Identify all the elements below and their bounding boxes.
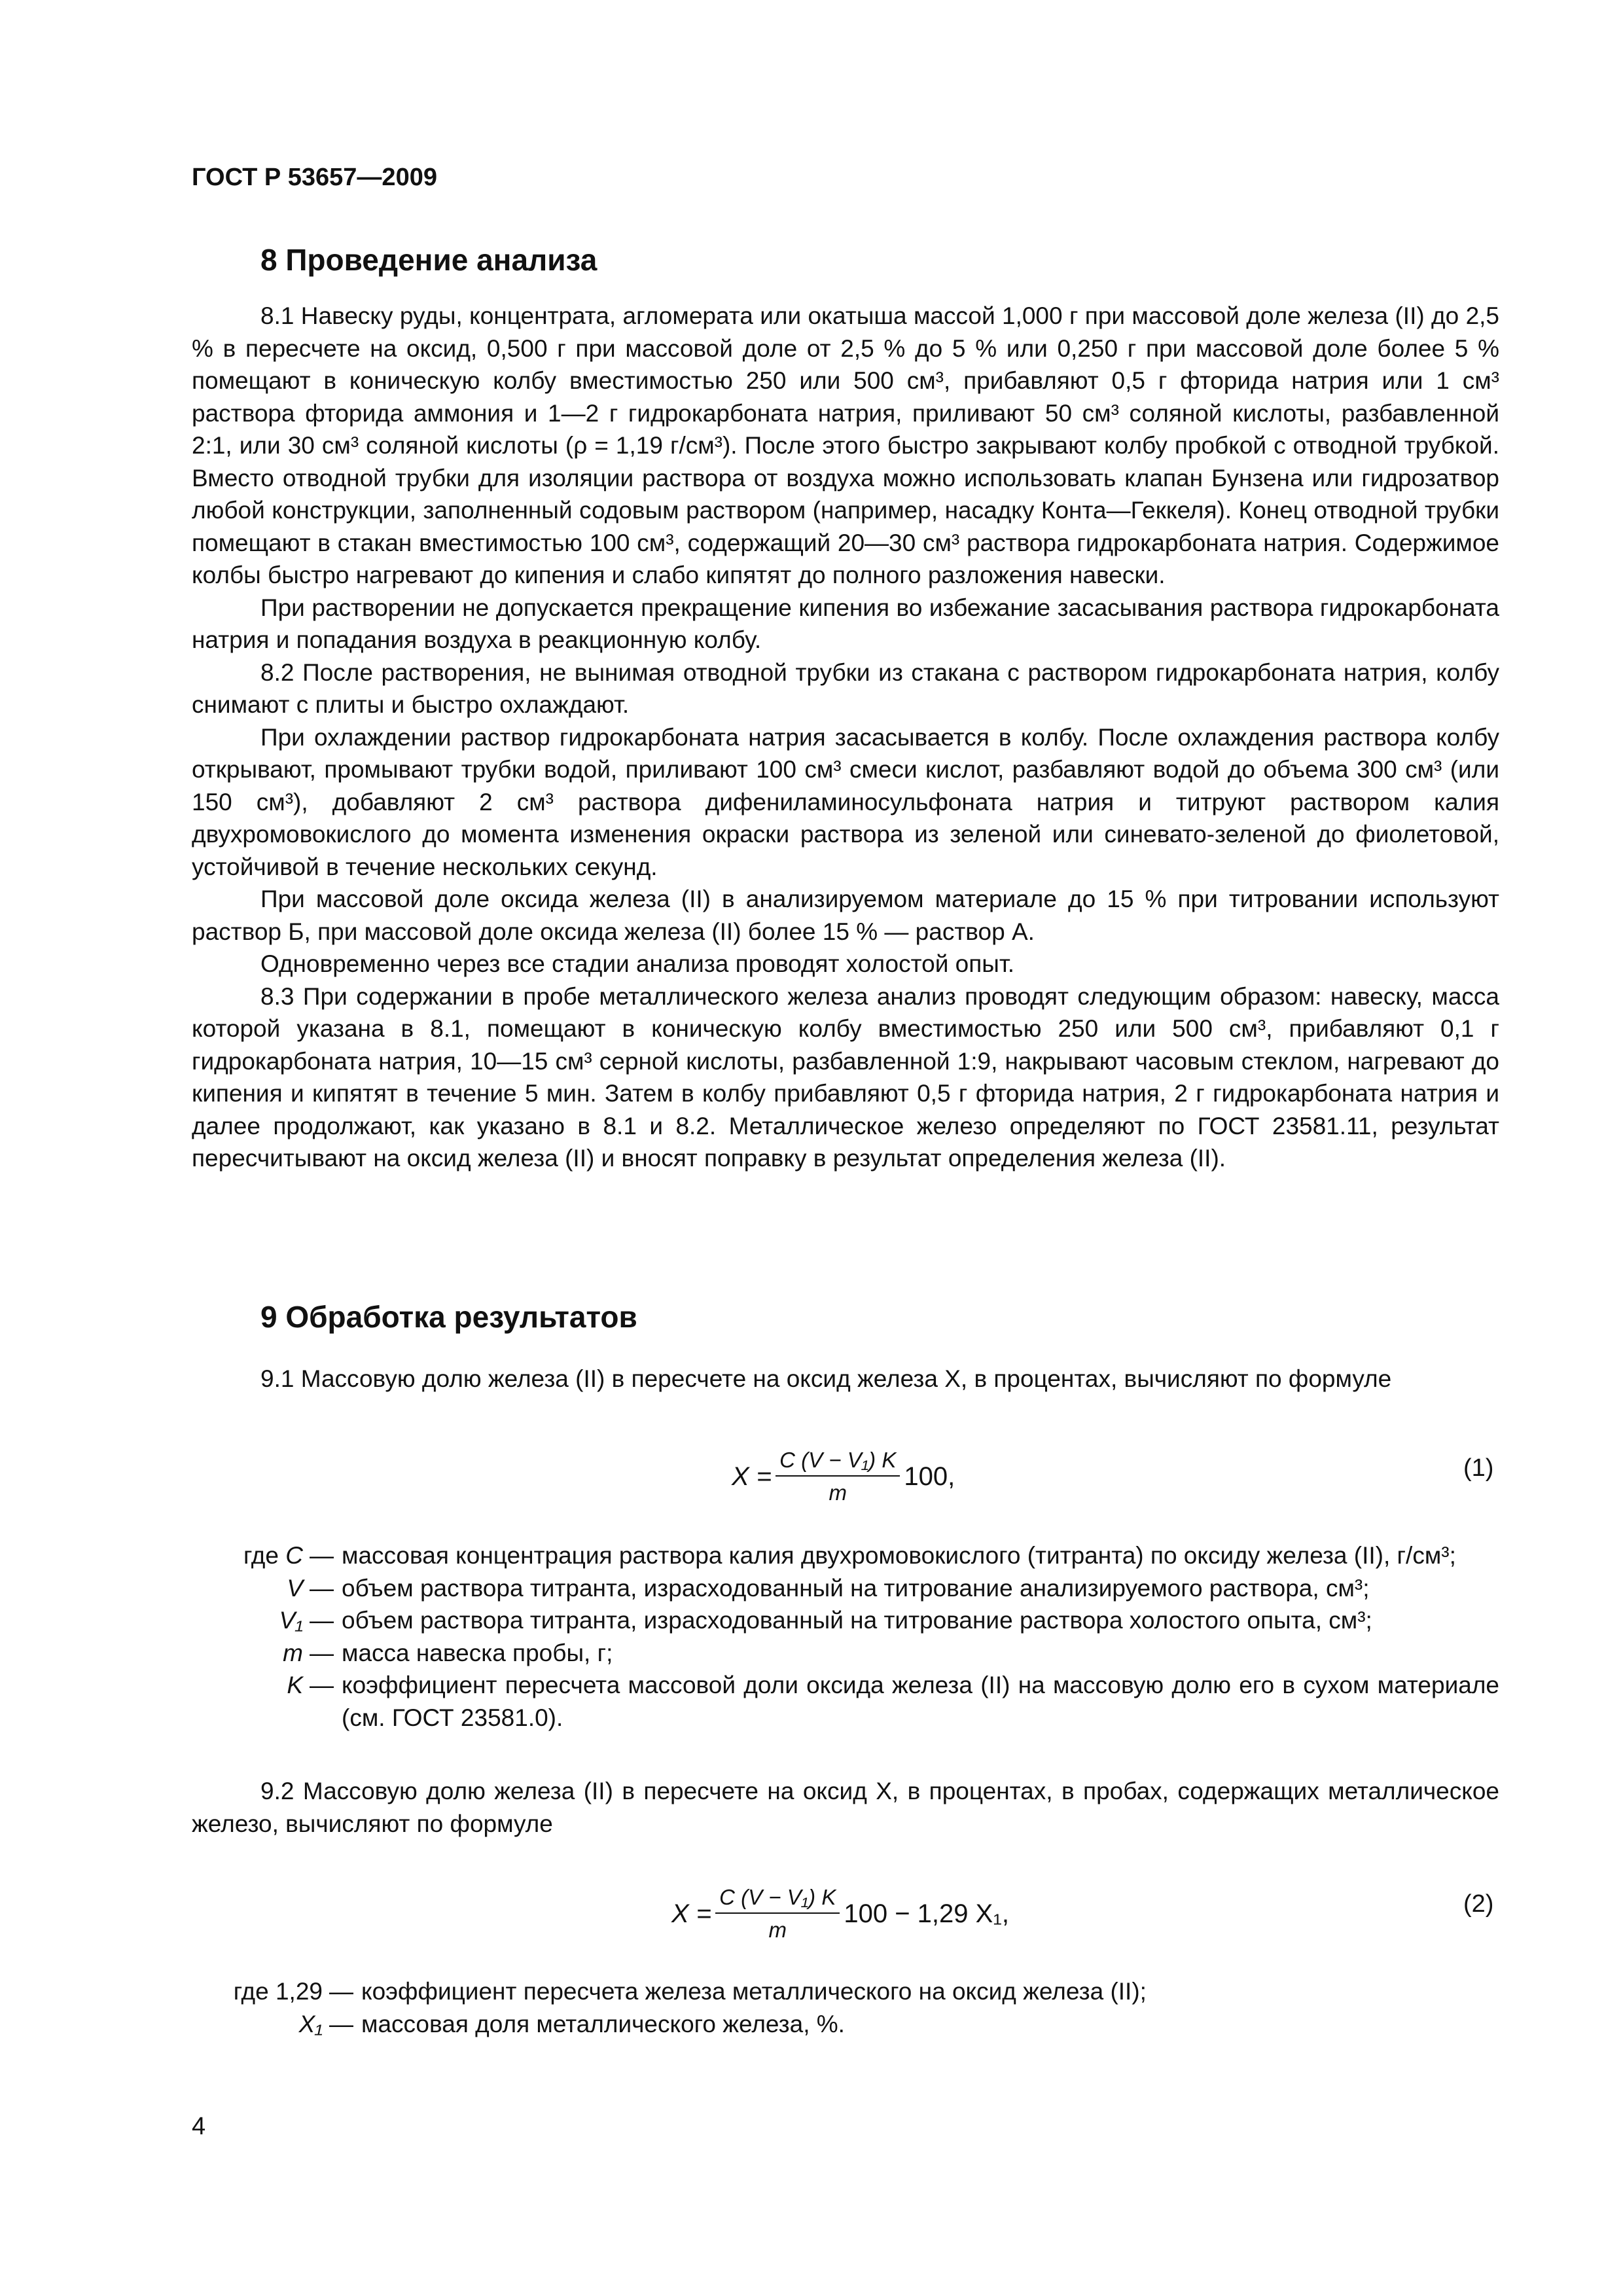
definition-text: массовая доля металлического железа, %. (361, 2010, 845, 2037)
paragraph-9-1-text: 9.1 Массовую долю железа (II) в пересчете на оксид железа X, в процентах, вычисляют по формуле (260, 1365, 1392, 1392)
paragraph-8-2: 8.2 После растворения, не вынимая отводной трубки из стакана с раствором гидрокарбоната натрия, колбу снимают с плиты и быстро охлаждают. (192, 658, 1499, 718)
definition-symbol: 1,29 (275, 1978, 323, 2005)
section-8-title: 8 Проведение анализа (260, 243, 597, 277)
formula-2-fraction (715, 1885, 840, 1943)
section-8-body (192, 300, 1499, 1175)
formula-1-number: (1) (1463, 1454, 1494, 1482)
definition-symbol: C (285, 1542, 303, 1569)
definition-symbol: V (287, 1574, 303, 1602)
formula-2-tail: 100 − 1,29 X₁, (844, 1899, 1009, 1928)
where-label: где (243, 1542, 279, 1569)
paragraph-8-2-cooling: При охлаждении раствор гидрокарбоната натрия засасывается в колбу. После охлаждения раствора колбу открывают, промывают трубки водой, приливают 100 см³ смеси кислот, разбавляют водой до объема 300 см³ (или 150 см³), добавляют 2 см³ раствора дифениламиносульфоната натрия и титруют раствором калия двухромовокислого до момента изменения окраски раствора из зеленой или синевато-зеленой до фиолетовой, устойчивой в течение нескольких секунд. (192, 723, 1499, 880)
paragraph-8-3: 8.3 При содержании в пробе металлического железа анализ проводят следующим образом: навеску, масса которой указана в 8.1, помещают в коническую колбу вместимостью 250 или 500 см³, прибавляют 0,1 г гидрокарбоната натрия, 10—15 см³ серной кислоты, разбавленной 1:9, накрывают часовым стеклом, нагревают до кипения и кипятят в течение 5 мин. Затем в колбу прибавляют 0,5 г фторида натрия, 2 г гидрокарбоната натрия и далее продолжают, как указано в 8.1 и 8.2. Металлическое железо определяют по ГОСТ 23581.11, результат пересчитывают на оксид железа (II) и вносят поправку в результат определения железа (II). (192, 982, 1499, 1172)
definition-text: объем раствора титранта, израсходованный на титрование анализируемого раствора, см³; (342, 1574, 1370, 1602)
definition-row: X₁ — массовая доля металлического железа, %. (192, 2008, 1499, 2041)
definition-row: V₁ — объем раствора титранта, израсходованный на титрование раствора холостого опыта, см³; (192, 1604, 1499, 1637)
paragraph-8-2-blank: Одновременно через все стадии анализа проводят холостой опыт. (260, 950, 1015, 977)
definition-row: V — объем раствора титранта, израсходованный на титрование анализируемого раствора, см³; (192, 1572, 1499, 1605)
formula-2-definitions (192, 1975, 1499, 2040)
definition-text: масса навеска пробы, г; (342, 1639, 613, 1666)
paragraph-8-1-note: При растворении не допускается прекращение кипения во избежание засасывания раствора гидрокарбоната натрия и попадания воздуха в реакционную колбу. (192, 594, 1499, 653)
formula-1-lhs: X = (732, 1462, 772, 1491)
definition-row: где 1,29 — коэффициент пересчета железа металлического на оксид железа (II); (192, 1975, 1499, 2008)
where-label: где (233, 1978, 269, 2005)
formula-1-definitions (192, 1539, 1499, 1734)
document-header: ГОСТ Р 53657—2009 (192, 164, 437, 191)
definition-symbol: X₁ (298, 2010, 323, 2037)
formula-1 (732, 1448, 955, 1505)
formula-2-denominator: m (768, 1918, 787, 1942)
definition-text: объем раствора титранта, израсходованный на титрование раствора холостого опыта, см³; (342, 1607, 1372, 1634)
section-9-title: 9 Обработка результатов (260, 1300, 637, 1334)
formula-1-numerator: C (V − V₁) K (776, 1448, 900, 1477)
paragraph-9-2-text: 9.2 Массовую долю железа (II) в пересчете на оксид X, в процентах, в пробах, содержащих металлическое железо, вычисляют по формуле (192, 1778, 1499, 1837)
definition-row: K — коэффициент пересчета массовой доли оксида железа (II) на массовую долю его в сухом материале (см. ГОСТ 23581.0). (192, 1669, 1499, 1734)
definition-symbol: m (283, 1639, 303, 1666)
formula-1-fraction (776, 1448, 900, 1505)
definition-text: коэффициент пересчета массовой доли оксида железа (II) на массовую долю его в сухом материале (см. ГОСТ 23581.0). (342, 1672, 1499, 1731)
definition-symbol: V₁ (279, 1607, 303, 1634)
definition-text: коэффициент пересчета железа металлического на оксид железа (II); (361, 1978, 1147, 2005)
formula-2-number: (2) (1463, 1890, 1494, 1918)
formula-1-tail: 100, (904, 1462, 955, 1491)
paragraph-8-1: 8.1 Навеску руды, концентрата, агломерата или окатыша массой 1,000 г при массовой доле железа (II) до 2,5 % в пересчете на оксид, 0,500 г при массовой доле от 2,5 % до 5 % или 0,250 г при массовой доле более 5 % помещают в коническую колбу вместимостью 250 или 500 см³, прибавляют 0,5 г фторида натрия или 1 см³ раствора фторида аммония и 1—2 г гидрокарбоната натрия, приливают 50 см³ соляной кислоты, разбавленной 2:1, или 30 см³ соляной кислоты (ρ = 1,19 г/см³). После этого быстро закрывают колбу пробкой с отводной трубкой. Вместо отводной трубки для изоляции раствора от воздуха можно использовать клапан Бунзена или гидрозатвор любой конструкции, заполненный содовым раствором (например, насадку Конта—Геккеля). Конец отводной трубки помещают в стакан вместимостью 100 см³, содержащий 20—30 см³ раствора гидрокарбоната натрия. Содержимое колбы быстро нагревают до кипения и слабо кипятят до полного разложения навески. (192, 302, 1499, 588)
paragraph-9-2 (192, 1775, 1499, 1840)
page-number: 4 (192, 2113, 206, 2140)
definition-row: где C — массовая концентрация раствора калия двухромовокислого (титранта) по оксиду железа (II), г/см³; (192, 1539, 1499, 1572)
formula-2-numerator: C (V − V₁) K (715, 1885, 840, 1914)
formula-1-denominator: m (829, 1480, 847, 1505)
paragraph-9-1 (192, 1363, 1499, 1395)
formula-2-lhs: X = (671, 1899, 712, 1928)
definition-row: m — масса навеска пробы, г; (192, 1637, 1499, 1670)
definition-text: массовая концентрация раствора калия двухромовокислого (титранта) по оксиду железа (II), г/см³; (342, 1542, 1456, 1569)
formula-2 (671, 1885, 1009, 1943)
paragraph-8-2-solution: При массовой доле оксида железа (II) в анализируемом материале до 15 % при титровании используют раствор Б, при массовой доле оксида железа (II) более 15 % — раствор А. (192, 886, 1499, 945)
definition-symbol: K (287, 1672, 303, 1698)
